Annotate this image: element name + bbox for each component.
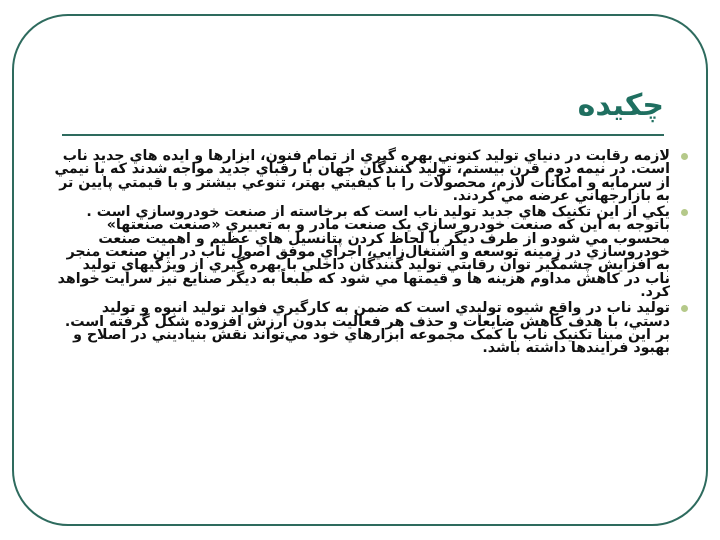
bullet-text: يکي از اين تکنيک هاي جديد توليد ناب است که برخاسته از صنعت خودروسازي است . باتوجه به اين که صنعت خودرو سازي يک صنعت مادر و به تعبيري «صنعت صنعتها» محسوب مي شودو از طرف ديگر با لحاظ کردن پتانسيل هاي عظيم و اهميت صنعت خودروسازي در زمينه توسعه و اشتغال‌زايي، اجراي موفق اصول ناب در اين صنعت منجر به افزايش چشمگير توان رقابتي توليد کنندگان داخلي با بهره گيري از ويژگيهاي توليد ناب در کاهش مداوم هزينه ها و قيمتها مي شود که طبعاً به ديگر صنايع نيز سرايت خواهد کرد. — [57, 204, 670, 300]
bullet-item — [54, 206, 694, 299]
bullet-dot-icon — [681, 305, 688, 312]
title-divider — [62, 134, 664, 136]
bullet-item — [54, 150, 694, 203]
bullet-text: توليد ناب در واقع شيوه توليدي است که ضمن به کارگيري فوايد توليد انبوه و توليد دستي، با هدف کاهش ضايعات و حذف هر فعاليت بدون ارزش افزوده شکل گرفته است. بر اين مبنا تکنيک ناب با کمک مجموعه ابزارهاي خود مي‌تواند نقش بنياديني در اصلاح و بهبود فرايندها داشته باشد. — [64, 300, 670, 357]
bullet-dot-icon — [681, 209, 688, 216]
bullet-text: لازمه رقابت در دنياي توليد کنوني بهره گيري از تمام فنون، ابزارها و ايده هاي جديد ناب است. در نيمه دوم قرن بيستم، توليد کنندگان جهان با رقباي جديد مواجه شدند که با نيمي از سرمايه و امکانات لازم، محصولات را با کيفيتي بهتر، تنوعي بيشتر و با قيمتي پايين تر به بازارجهاني عرضه مي کردند. — [54, 148, 670, 204]
bullet-item — [54, 302, 694, 355]
bullet-list — [54, 150, 694, 358]
slide-title: چکیده — [577, 88, 664, 123]
bullet-dot-icon — [681, 153, 688, 160]
